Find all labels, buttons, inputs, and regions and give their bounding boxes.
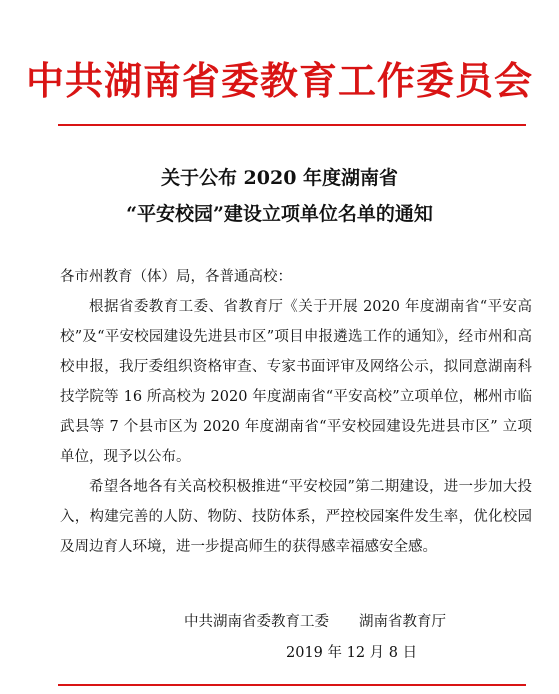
document-title-line-2: “平安校园”建设立项单位名单的通知 [126,203,433,225]
salutation: 各市州教育（体）局，各普通高校： [60,269,292,285]
letterhead-title: 中共湖南省委教育工作委员会 [25,58,533,103]
letterhead-red-rule [58,124,526,126]
document-body [60,262,532,562]
signature-issuers [184,612,446,632]
body-paragraph-2: 希望各地各有关高校积极推进“平安校园”第二期建设，进一步加大投入，构建完善的人防、物防、技防体系，严控校园案件发生率，优化校园及周边育人环境，进一步提高师生的获得感幸福感安全感。 [60,479,532,555]
issuer-education-department: 湖南省教育厅 [359,614,446,630]
issuer-party-committee: 中共湖南省委教育工委 [184,614,329,630]
footer-red-rule [58,684,526,686]
body-paragraph-1: 根据省委教育工委、省教育厅《关于开展 2020 年度湖南省“平安高校”及“平安校园建设先进县市区”项目申报遴选工作的通知》，经市州和高校申报，我厅委组织资格审查、专家书面评审及网络公示，拟同意湖南科技学院等 16 所高校为 2020 年度湖南省“平安高校”立项单位，郴州市临武县等 7 个县市区为 2020 年度湖南省“平安校园建设先进县市区” 立项单位，现予以公布。 [60,299,532,465]
signature-date: 2019 年 12 月 8 日 [286,645,418,661]
document-title-line-1: 关于公布 2020 年度湖南省 [160,167,399,189]
